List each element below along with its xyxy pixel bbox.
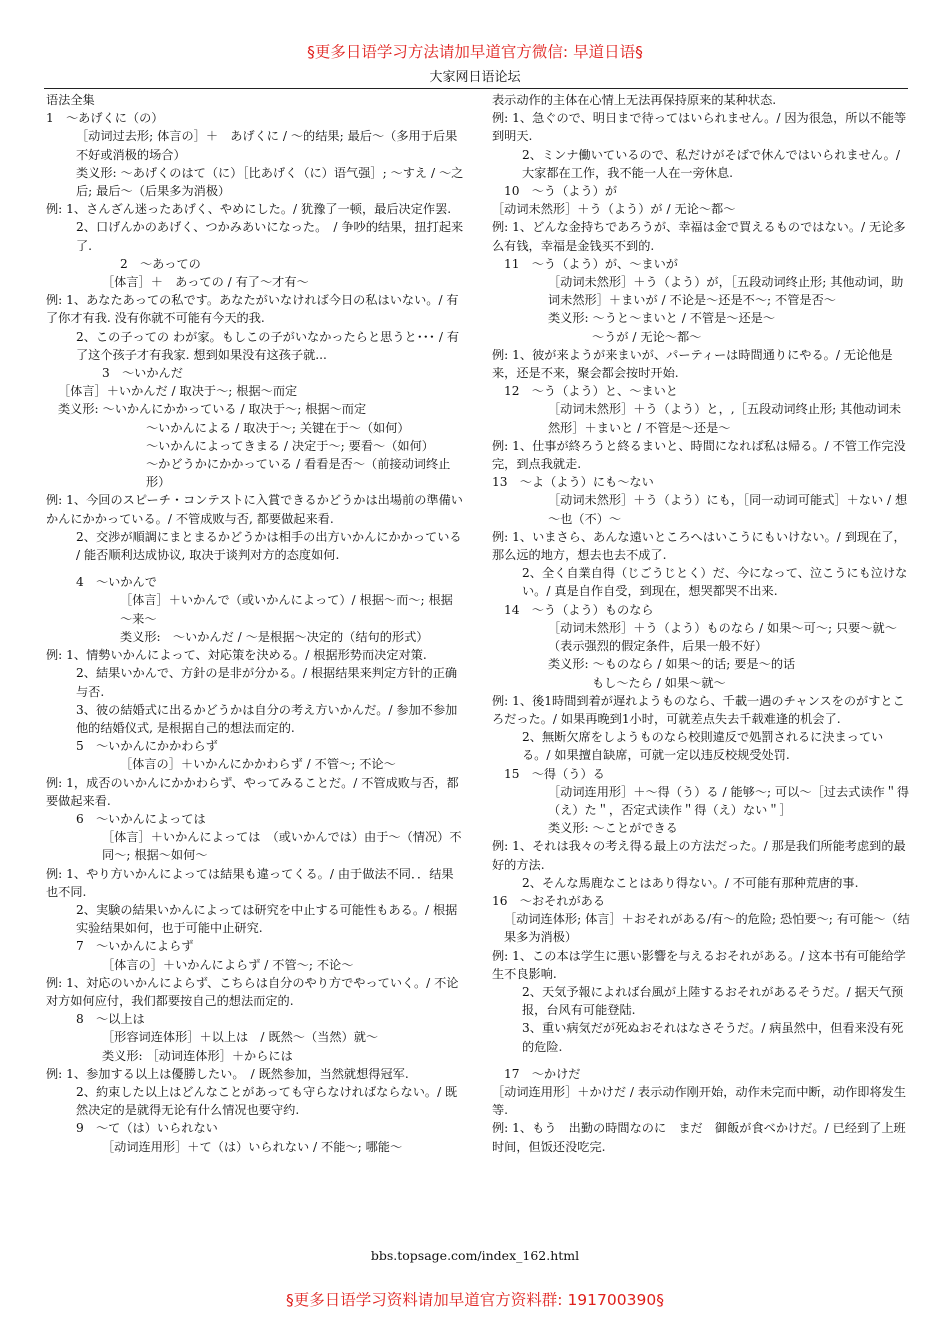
text-line: 2、交渉が順調にまとまるかどうかは相手の出方いかんにかかっている / 能否顺利达成协议, 取决于谈判对方的态度如何.	[76, 529, 462, 563]
text-line: 5 ～いかんにかかわらず	[76, 739, 218, 754]
forum-title: 大家网日语论坛	[429, 70, 521, 85]
text-line: 2、実験の結果いかんによっては研究を中止する可能性もある。/ 根据实验结果如何，也于可能中止研究.	[76, 902, 458, 936]
text-line: 17 ～かけだ	[504, 1066, 581, 1081]
text-line: ［动词连用形］＋て（は）いられない / 不能～; 哪能～	[102, 1139, 403, 1154]
text-line: 11 ～う（よう）が、～まいが	[504, 256, 678, 271]
text-line: 2、無断欠席をしようものなら校則違反で処罰されるに決まっている。/ 如果擅自缺席，可就一定以违反校规受处罚.	[522, 730, 884, 763]
text-line: 类义形: ～うと～まいと / 不管是～还是～	[548, 311, 776, 326]
text-line: 类义形: ［动词连体形］＋からには	[102, 1048, 293, 1063]
text-line: ［体言］＋いかんによっては （或いかんでは）由于～（情况）不同～; 根据～如何～	[102, 830, 462, 863]
text-line: 9 ～て（は）いられない	[76, 1121, 218, 1136]
text-line: ［动词未然形］＋う（よう）ものなら / 如果～可～; 只要～就～（表示强烈的假定条件，后果一般不好）	[548, 620, 897, 654]
text-line: ［体言の］＋いかんによらず / 不管～; 不论～	[102, 957, 354, 972]
text-line: 例: 1、今回のスピーチ・コンテストに入賞できるかどうかは出場前の準備いかんにかかっている。/ 不管成败与否, 都要做起来看.	[46, 493, 463, 526]
text-line: 2、この子っての わが家。もしこの子がいなかったらと思うと･･･ / 有了这个孩子才有我家. 想到如果没有这孩子就...	[76, 329, 460, 362]
text-line: 语法全集	[46, 93, 95, 107]
bottom-banner: §更多日语学习资料请加早道官方资料群: 191700390§	[286, 1291, 664, 1309]
text-line: 2、ミンナ働いているので、私だけがそばで休んではいられません。/ 大家都在工作，我不能一人在一旁休息.	[522, 147, 900, 180]
text-line: ［动词未然形］＋う（よう）が / 无论～都～	[492, 202, 736, 217]
text-line: ［动词过去形; 体言の］＋ あげくに / ～的结果; 最后～（多用于后果不好或消极的场合）	[76, 129, 458, 162]
text-line: ［体言］＋いかんだ / 取决于～; 根据～而定	[58, 384, 298, 399]
text-line: 例: 1、もう 出勤の時間なのに まだ 御飯が食べかけだ。/ 已经到了上班时间，但饭还没吃完.	[492, 1121, 906, 1154]
text-line: 例: 1、それは我々の考え得る最上の方法だった。/ 那是我们所能考虑到的最好的方法.	[492, 839, 906, 872]
text-line: 6 ～いかんによっては	[76, 811, 206, 826]
text-line: ［体言の］＋いかんにかかわらず / 不管～; 不论～	[120, 757, 396, 772]
text-line	[492, 1056, 910, 1065]
text-line: 类义形: ～ものなら / 如果～的话; 要是～的话	[548, 657, 796, 672]
text-line: 4 ～いかんで	[76, 575, 157, 590]
text-line: ［动词未然形］＋う（よう）が，［五段动词终止形; 其他动词，助词未然形］＋まいが / 不论是～还是不～; 不管是否～	[548, 275, 904, 308]
text-line: 15 ～得（う）る	[504, 766, 605, 781]
text-line: ［动词连用形］＋かけだ / 表示动作刚开始，动作未完而中断，动作即将发生等.	[492, 1084, 907, 1118]
top-banner: §更多日语学习方法请加早道官方微信: 早道日语§	[307, 43, 643, 61]
text-line: 1 ～あげくに（の）	[46, 111, 164, 126]
text-line: 12 ～う（よう）と、～まいと	[504, 384, 678, 399]
text-line: 13 ～よ（よう）にも～ない	[492, 475, 654, 490]
text-line: ～いかんによる / 取决于～; 关键在于～（如何）	[146, 420, 410, 435]
text-line: 7 ～いかんによらず	[76, 939, 194, 954]
text-line: 类义形: ～いかんにかかっている / 取决于～; 根据～而定	[58, 402, 367, 417]
text-line: 3 ～いかんだ	[102, 366, 183, 381]
text-line: 2、口げんかのあげく、つかみあいになった。 / 争吵的结果，扭打起来了.	[76, 220, 464, 253]
text-line: ～いかんによってきまる / 决定于～; 要看～（如何）	[146, 438, 434, 453]
text-line: 2 ～あっての	[120, 256, 201, 271]
text-line: 例: 1、情勢いかんによって、対応策を決める。/ 根据形势而决定对策.	[46, 648, 427, 663]
text-line: 2、そんな馬鹿なことはあり得ない。/ 不可能有那种荒唐的事.	[522, 875, 859, 890]
text-line: 例: 1、参加する以上は優勝したい。 / 既然参加，当然就想得冠军.	[46, 1066, 409, 1081]
text-line: ～かどうかにかかっている / 看看是否～（前接动词终止形）	[146, 457, 451, 490]
text-line: 表示动作的主体在心情上无法再保持原来的某种状态.	[492, 93, 777, 107]
text-line: 类义形: ～ことができる	[548, 821, 678, 836]
text-line: 例: 1、やり方いかんによっては結果も違ってくる。/ 由于做法不同．．结果也不同.	[46, 866, 454, 899]
text-line: 2、全く自業自得（じごうじとく）だ、今になって、泣こうにも泣けない。/ 真是自作自受，到现在，想哭都哭不出来.	[522, 566, 908, 599]
text-line: 2、天気予報によれば台風が上陸するおそれがあるそうだ。/ 据天气预报，台风有可能登陆.	[522, 984, 904, 1018]
text-line: ［动词未然形］＋う（よう）と，,［五段动词终止形; 其他动词未然形］＋まいと / 不管是～还是～	[548, 402, 902, 435]
text-line: 2、約束した以上はどんなことがあっても守らなければならない。/ 既然决定的是就得无论有什么情况也要守约.	[76, 1084, 458, 1118]
text-line: 例: 1、仕事が終ろうと終るまいと、時間になれば私は帰る。/ 不管工作完没完，到点我就走.	[492, 438, 906, 472]
text-line: ［动词连用形］＋～得（う）る / 能够～; 可以～［过去式读作＂得（え）た＂，否定式读作＂得（え）ない＂］	[548, 784, 910, 817]
text-line: 类义形: ～あげくのはて（に）［比あげく（に）语气强］; ～すえ / ～之后; 最后～（后果多为消极）	[76, 165, 464, 199]
text-line: 2、結果いかんで、方針の是非が分かる。/ 根据结果来判定方针的正确与否.	[76, 666, 458, 699]
right-text-column	[492, 91, 910, 1229]
left-text-column	[46, 91, 464, 1229]
text-line: 例: 1、急ぐので、明日まで待ってはいられません。/ 因为很急，所以不能等到明天.	[492, 111, 907, 144]
text-line: 3、重い病気だが死ぬおそれはなさそうだ。/ 病虽然中，但看来没有死的危险.	[522, 1021, 904, 1054]
text-line: ［动词未然形］＋う（よう）にも，［同一动词可能式］＋ない / 想～也（不）～	[548, 493, 908, 526]
text-line: 例: 1、対応のいかんによらず、こちらは自分のやり方でやっていく。/ 不论对方如何应付，我们都要按自己的想法而定的.	[46, 975, 459, 1008]
text-line: 例: 1、あなたあっての私です。あなたがいなければ今日の私はいない。/ 有了你才有我. 没有你就不可能有今天的我.	[46, 293, 459, 326]
text-line: 例: 1、この本は学生に悪い影響を与えるおそれがある。/ 这本书有可能给学生不良影响.	[492, 948, 906, 981]
text-line: 3、彼の結婚式に出るかどうかは自分の考え方いかんだ。/ 参加不参加他的结婚仪式, 是根据自己的想法而定的.	[76, 702, 458, 735]
text-line: 14 ～う（よう）ものなら	[504, 602, 654, 617]
text-line: 例: 1、いまさら、あんな遠いところへはいこうにもいけない。/ 到现在了，那么远的地方，想去也去不成了.	[492, 529, 906, 563]
text-line: 例: 1，成否のいかんにかかわらず、やってみることだ。/ 不管成败与否，都要做起来看.	[46, 775, 459, 808]
text-line: 16 ～おそれがある	[492, 893, 606, 908]
text-line: 例: 1、さんざん迷ったあげく、やめにした。/ 犹豫了一顿，最后决定作罢.	[46, 202, 452, 217]
text-line: 例: 1、後1時間到着が遅れようものなら、千載一遇のチャンスをのがすところだった。/ 如果再晚到1小时，可就差点失去千载难逢的机会了.	[492, 693, 905, 726]
text-line: ～うが / 无论～都～	[592, 329, 702, 344]
text-line: 例: 1、どんな金持ちであろうが、幸福は金で買えるものではない。/ 无论多么有钱，幸福是金钱买不到的.	[492, 220, 906, 253]
text-line	[46, 564, 464, 573]
footer-url[interactable]: bbs.topsage.com/index_162.html	[370, 1248, 580, 1263]
text-line: ［形容词连体形］＋以上は / 既然～（当然）就～	[102, 1030, 379, 1045]
text-line: 例: 1、彼が来ようが来まいが、パーティーは時間通りにやる。/ 无论他是来，还是不来，聚会都会按时开始.	[492, 347, 893, 381]
text-line: ［体言］＋いかんで（或いかんによって）/ 根据～而～; 根据～来～	[120, 593, 453, 626]
text-line: 8 ～以上は	[76, 1012, 145, 1027]
text-line: ［体言］＋ あっての / 有了～才有～	[102, 275, 309, 290]
text-line: ［动词连体形; 体言］＋おそれがある/有～的危险; 恐怕要～; 有可能～（结果多为消极）	[504, 912, 910, 945]
text-line: 类义形: ～いかんだ / ～是根据～决定的（结句的形式）	[120, 629, 429, 644]
text-line: 10 ～う（よう）が	[504, 184, 618, 199]
header-rule	[44, 88, 908, 89]
text-line: もし～たら / 如果～就～	[592, 675, 726, 690]
